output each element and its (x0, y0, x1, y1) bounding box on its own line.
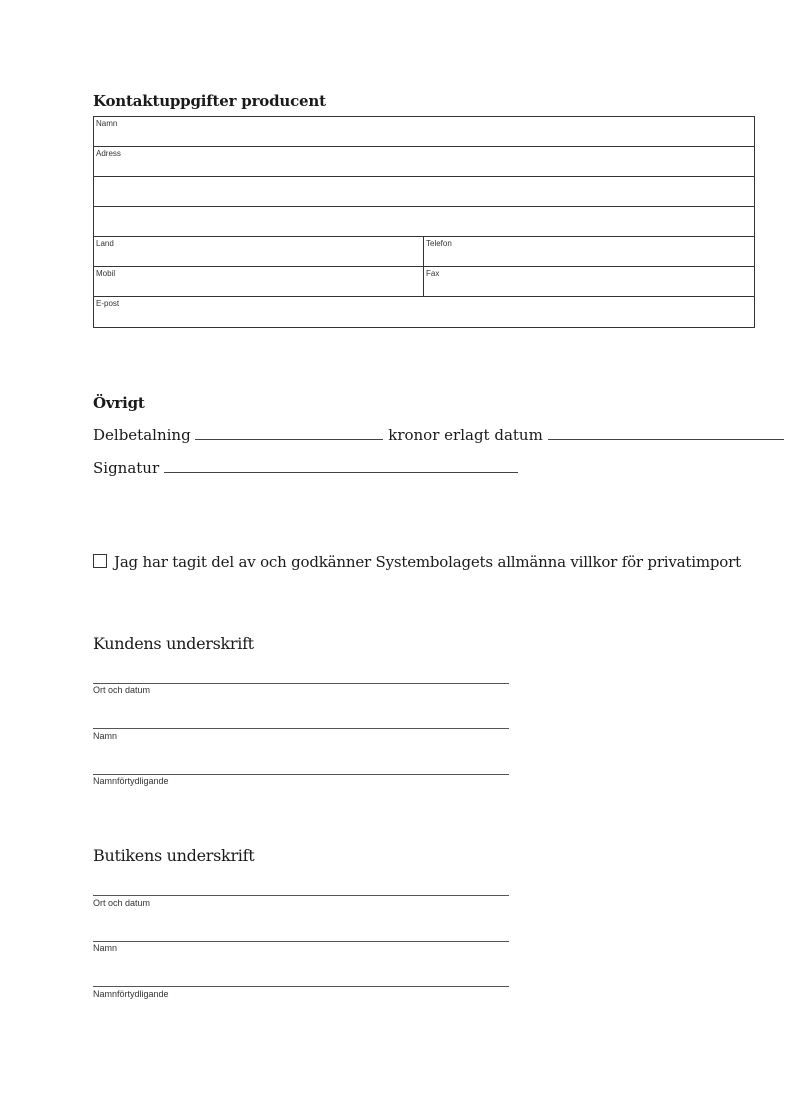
delbetalning-row (93, 426, 784, 444)
contact-table (93, 116, 755, 328)
row-land-telefon (94, 237, 754, 267)
butikens-ort-datum-label: Ort och datum (93, 898, 151, 908)
kundens-namnfortydligande-line[interactable] (93, 774, 509, 775)
row-adress-3 (94, 207, 754, 237)
butikens-underskrift-title: Butikens underskrift (93, 846, 255, 865)
butikens-ort-datum-line[interactable] (93, 895, 509, 896)
fax-field[interactable] (424, 267, 754, 296)
kundens-namn-line[interactable] (93, 728, 509, 729)
butikens-namn-label: Namn (93, 943, 118, 953)
telefon-field[interactable] (424, 237, 754, 266)
kundens-ort-datum-line[interactable] (93, 683, 509, 684)
consent-checkbox[interactable] (93, 554, 107, 568)
erlagt-datum-line[interactable] (548, 427, 784, 440)
kundens-namn-label: Namn (93, 731, 118, 741)
epost-label: E-post (96, 299, 120, 308)
row-mobil-fax (94, 267, 754, 297)
adress-field-line-2[interactable] (94, 177, 754, 206)
consent-text: Jag har tagit del av och godkänner Systembolagets allmänna villkor för privatimport (114, 553, 741, 571)
fax-label: Fax (426, 269, 440, 278)
kundens-ort-datum-label: Ort och datum (93, 685, 151, 695)
signatur-row (93, 459, 518, 477)
mobil-label: Mobil (96, 269, 116, 278)
row-namn (94, 117, 754, 147)
butikens-namn-line[interactable] (93, 941, 509, 942)
butikens-namnfortydligande-line[interactable] (93, 986, 509, 987)
signatur-line[interactable] (164, 460, 518, 473)
delbetalning-label: Delbetalning (93, 426, 191, 444)
land-label: Land (96, 239, 114, 248)
namn-label: Namn (96, 119, 118, 128)
row-adress (94, 147, 754, 177)
butikens-namnfortydligande-label: Namnförtydligande (93, 989, 169, 999)
mobil-field[interactable] (94, 267, 424, 296)
land-field[interactable] (94, 237, 424, 266)
adress-field-line-3[interactable] (94, 207, 754, 236)
kundens-underskrift-title: Kundens underskrift (93, 634, 254, 653)
signatur-label: Signatur (93, 459, 160, 477)
delbetalning-amount-line[interactable] (195, 427, 383, 440)
adress-label: Adress (96, 149, 121, 158)
row-adress-2 (94, 177, 754, 207)
contact-section-title: Kontaktuppgifter producent (93, 92, 326, 110)
telefon-label: Telefon (426, 239, 452, 248)
ovrigt-section-title: Övrigt (93, 394, 145, 412)
namn-field[interactable] (94, 117, 754, 146)
epost-field[interactable] (94, 297, 754, 327)
kronor-erlagt-datum-label: kronor erlagt datum (388, 426, 543, 444)
kundens-namnfortydligande-label: Namnförtydligande (93, 776, 169, 786)
row-epost (94, 297, 754, 327)
adress-field[interactable] (94, 147, 754, 176)
